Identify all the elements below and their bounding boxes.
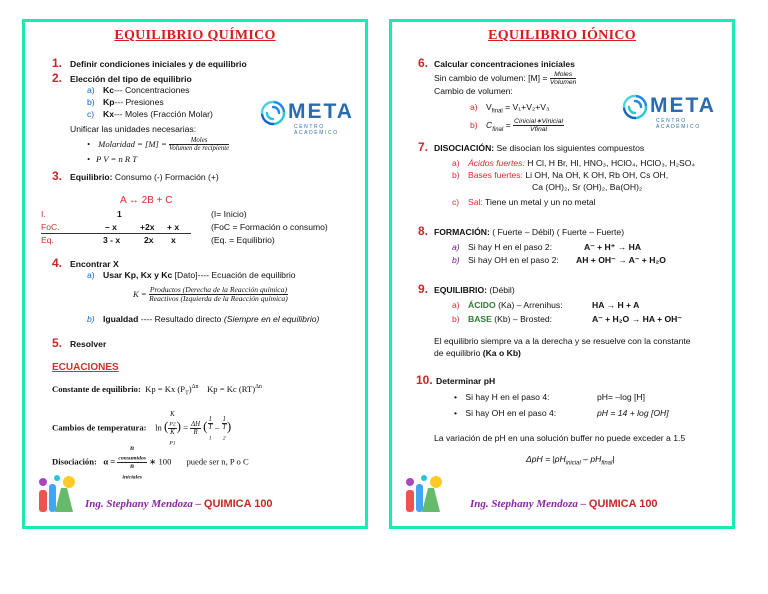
step-number: 4. bbox=[52, 256, 63, 270]
sin-cambio-volumen: Sin cambio de volumen: [M] = $\frac{\text{Moles}}{\text{Volumen}}$ bbox=[434, 71, 577, 87]
equilibrium-note: de equilibrio (Ka o Kb) bbox=[434, 348, 521, 358]
list-item: Ca (OH)₂, Sr (OH)₂, Ba(OH)₂ bbox=[532, 182, 643, 192]
constante-equilibrio: Constante de equilibrio: Kp = Kx $(P_T)^{\Delta n}$ Kp = Kc (RT)$^{\Delta n}$ bbox=[52, 384, 262, 397]
concentration-final: b) $C_{final}$ = $\frac{\text{Cinicial∗Vinicial}}{\text{Vfinal}}$ bbox=[470, 118, 564, 134]
list-item: b) BASE (Kb) – Brosted: bbox=[452, 314, 553, 324]
step-number: 1. bbox=[52, 56, 63, 70]
equilibrium-note: El equilibrio siempre va a la derecha y se resuelve con la constante bbox=[434, 336, 691, 346]
molaridad-formula: • Molaridad = [M] = $\frac{\text{Moles}}{\text{Volumen de recipiente}}$ bbox=[87, 137, 229, 153]
cambio-volumen: Cambio de volumen: bbox=[434, 86, 513, 96]
step-number: 2. bbox=[52, 71, 63, 85]
unify-text: Unificar las unidades necesarias: bbox=[70, 124, 197, 134]
list-item: a) Usar Kp, Kx y Kc [Dato]---- Ecuación de equilibrio bbox=[87, 270, 296, 280]
list-item: • Si hay H en el paso 4: bbox=[454, 392, 550, 402]
step-text: DISOCIACIÓN: Se disocian los siguientes compuestos bbox=[434, 143, 645, 153]
k-formula: K = $\frac{\text{Productos (Derecha de la Reacción química)}}{\text{Reactivos (Izquierda de la Reacción química)}}$ bbox=[133, 285, 288, 304]
disociacion-formula: Disociación: α = n $_{consumidos}$ n $_{iniciales}$ ∗ 100 puede ser n, P o C bbox=[52, 445, 249, 480]
equation: A⁻ + H⁺ → HA bbox=[584, 242, 642, 252]
cambios-temperatura: Cambios de temperatura: ln ( K $_{P2}$ K $_{P1}$ ) = $\frac{\Delta H}{R}$ ( 1 T $_1$ – 1 T $_2$ ) bbox=[52, 411, 232, 446]
list-item: c) Kx--- Moles (Fracción Molar) bbox=[87, 109, 213, 119]
list-item: b) Bases fuertes: Li OH, Na OH, K OH, Rb OH, Cs OH, bbox=[452, 170, 669, 180]
list-item: a) Si hay H en el paso 2: bbox=[452, 242, 553, 252]
step-number: 6. bbox=[418, 56, 429, 70]
meta-swirl-icon bbox=[260, 100, 286, 126]
step-text: Resolver bbox=[70, 339, 107, 349]
card-title: EQUILIBRIO QUÍMICO bbox=[114, 28, 276, 43]
equation: pH = 14 + log [OH] bbox=[597, 408, 669, 418]
list-item: b) Si hay OH en el paso 2: bbox=[452, 255, 559, 265]
step-number: 7. bbox=[418, 140, 429, 154]
list-item: b) Igualdad ---- Resultado directo (Siempre en el equilibrio) bbox=[87, 314, 320, 324]
equation: HA → H + A bbox=[592, 300, 640, 310]
list-item: a) Ácidos fuertes: H Cl, H Br, HI, HNO₃, HClO₄, HClO₃, H₂SO₄ bbox=[452, 158, 695, 168]
footer-signature: Ing. Stephany Mendoza – QUIMICA 100 bbox=[470, 498, 658, 510]
list-item: b) Kp--- Presiones bbox=[87, 97, 164, 107]
list-item: a) ÁCIDO (Ka) – Arrenihus: bbox=[452, 300, 563, 310]
step-text: Encontrar X bbox=[70, 259, 119, 269]
card-equilibrio-quimico: EQUILIBRIO QUÍMICO 1. Definir condiciones iniciales y de equilibrio 2. Elección del tipo de equilibrio a) Kc--- Concentraciones b) Kp--- Presiones c) Kx--- Moles (Fracción Molar) Unificar las unidades necesarias: • Molaridad = [M] = $\frac{\text{Moles}}{\text{Volumen de recipiente}}$ • P V = n R T 3. Equilibrio: Consumo (-) Formación (+) A ↔ 2B + C I. 1 (I= Inicio) FoC. – x +2x + x (FoC = Formación o consumo) Eq. 3 - x 2x x (Eq. = Equilibrio) 4. Encontrar X a) Usar Kp, Kx y Kc [Dato]---- Ecuación de equilibrio K = $\frac{\text{Productos (Derecha de la Reacción química)}}{\text{Reactivos (Izquierda de la Reacción química)}}$ b) Igualdad ---- Resultado directo (Siempre en el equilibrio) 5. Resolver ECUACIONES Constante de equilibrio: Kp = Kx $(P_T)^{\Delta n}$ Kp = Kc (RT)$^{\Delta n}$ Cambios de temperatura: ln ( K $_{P2}$ K $_{P1}$ ) = $\frac{\Delta H}{R}$ ( 1 T $_1$ – 1 T $_2$ ) Disociación: α = n $_{consumidos}$ n $_{iniciales}$ ∗ 100 puede ser n, P o C META CENTRO ACADÉMICO Ing. Stephany Mendoza – QUIMICA 100 bbox=[22, 19, 368, 529]
equation: pH= –log [H] bbox=[597, 392, 646, 402]
step-text: EQUILIBRIO: (Débil) bbox=[434, 285, 515, 295]
step-text: Equilibrio: Consumo (-) Formación (+) bbox=[70, 172, 219, 182]
step-text: Definir condiciones iniciales y de equilibrio bbox=[70, 59, 247, 69]
list-item: • Si hay OH en el paso 4: bbox=[454, 408, 556, 418]
delta-ph-formula: $\Delta pH = |pH_{inicial} - pH_{final}|$ bbox=[526, 454, 615, 467]
card-equilibrio-ionico bbox=[389, 19, 735, 529]
footer-signature: Ing. Stephany Mendoza – QUIMICA 100 bbox=[85, 498, 273, 510]
ecuaciones-title: ECUACIONES bbox=[52, 362, 119, 373]
volume-final: a) $V_{final} = V_1+V_2+V_3$ bbox=[470, 102, 550, 115]
buffer-note: La variación de pH en una solución buffer no puede exceder a 1.5 bbox=[434, 433, 686, 443]
step-text: Determinar pH bbox=[436, 376, 496, 386]
step-number: 10. bbox=[416, 373, 433, 387]
step-number: 9. bbox=[418, 282, 429, 296]
card-title: EQUILIBRIO IÓNICO bbox=[488, 28, 636, 43]
meta-swirl-icon bbox=[622, 94, 648, 120]
list-item: a) Kc--- Concentraciones bbox=[87, 85, 190, 95]
science-decoration-icon bbox=[33, 470, 81, 518]
equation: A⁻ + H₂O → HA + OH⁻ bbox=[592, 314, 682, 324]
meta-logo: META CENTRO ACADÉMICO bbox=[260, 98, 360, 130]
step-number: 3. bbox=[52, 169, 63, 183]
gas-law: • P V = n R T bbox=[87, 154, 137, 164]
meta-logo: META CENTRO ACADÉMICO bbox=[622, 92, 722, 124]
science-decoration-icon bbox=[400, 470, 448, 518]
reaction: A ↔ 2B + C bbox=[120, 195, 173, 206]
equation: AH + OH⁻ → A⁻ + H₂O bbox=[576, 255, 666, 265]
step-text: Elección del tipo de equilibrio bbox=[70, 74, 192, 84]
step-text: FORMACIÓN: ( Fuerte – Débil) ( Fuerte – Fuerte) bbox=[434, 227, 625, 237]
step-number: 8. bbox=[418, 224, 429, 238]
step-number: 5. bbox=[52, 336, 63, 350]
step-text: Calcular concentraciones iniciales bbox=[434, 59, 575, 69]
list-item: c) Sal: Tiene un metal y un no metal bbox=[452, 197, 596, 207]
